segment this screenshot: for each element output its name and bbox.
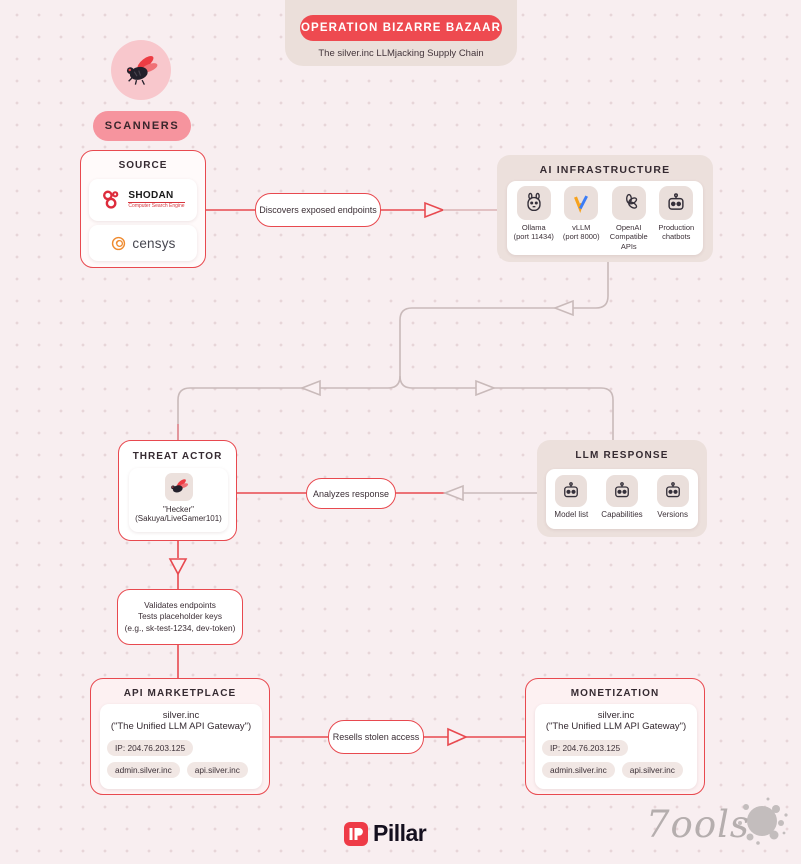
- infra-sublabel: (port 8000): [562, 232, 600, 242]
- infra-label: vLLM: [572, 223, 591, 232]
- vllm-tile: [564, 186, 598, 220]
- pillar-logo-icon: [344, 822, 368, 846]
- scanners-label: [93, 111, 191, 141]
- threat-actor-box: [118, 440, 237, 541]
- infra-sublabel: (port 11434): [513, 232, 554, 242]
- marketplace-domain: silver.inc: [162, 710, 200, 721]
- infra-label: OpenAI: [616, 223, 642, 232]
- robot-icon: [561, 481, 581, 501]
- robot-tile: [606, 475, 638, 507]
- monetization-ip-chip[interactable]: IP: 204.76.203.125: [542, 740, 628, 756]
- vllm-icon: [570, 192, 592, 214]
- fly-icon: [169, 477, 189, 497]
- monetization-title: MONETIZATION: [570, 688, 660, 699]
- operation-title-pill: [300, 15, 502, 41]
- infra-item-vllm[interactable]: [558, 186, 605, 255]
- ai-infrastructure-box: [497, 155, 713, 262]
- shodan-name: SHODAN: [128, 190, 174, 201]
- api-marketplace-box: [90, 678, 270, 795]
- infra-label: Production: [658, 223, 695, 232]
- threat-actor-name: "Hecker": [162, 505, 195, 514]
- censys-logo-icon: [110, 235, 127, 252]
- marketplace-subdomain-chip[interactable]: admin.silver.inc: [107, 762, 180, 778]
- fly-icon: [123, 52, 159, 88]
- openai-icon: [618, 192, 640, 214]
- source-title: SOURCE: [118, 160, 168, 171]
- marketplace-ip-chip[interactable]: IP: 204.76.203.125: [107, 740, 193, 756]
- ai-infrastructure-card: [507, 181, 703, 255]
- validation-line: Validates endpoints: [144, 599, 216, 610]
- chatbot-tile: [659, 186, 693, 220]
- llm-item-versions[interactable]: [649, 475, 697, 529]
- resells-text: Resells stolen access: [332, 732, 420, 742]
- robot-icon: [663, 481, 683, 501]
- analyzes-text: Analyzes response: [312, 488, 390, 499]
- llm-response-card: [546, 469, 698, 529]
- infra-label: Ollama: [521, 223, 546, 232]
- shodan-card[interactable]: [89, 179, 197, 221]
- threat-actor-title: THREAT ACTOR: [132, 451, 223, 462]
- ollama-icon: [523, 192, 545, 214]
- openai-tile: [612, 186, 646, 220]
- api-marketplace-card: [100, 704, 262, 789]
- monetization-box: [525, 678, 705, 795]
- llm-item-capabilities[interactable]: [598, 475, 646, 529]
- shodan-tagline: Computer Search Engine: [128, 203, 185, 209]
- ollama-tile: [517, 186, 551, 220]
- scanner-avatar: [111, 40, 171, 100]
- threat-actor-alias: (Sakuya/LiveGamer101): [135, 514, 222, 523]
- llm-item-label: Model list: [554, 510, 589, 519]
- source-box: [80, 150, 206, 268]
- monetization-gateway: ("The Unified LLM API Gateway"): [545, 721, 687, 732]
- robot-tile: [555, 475, 587, 507]
- monetization-subdomain-chip[interactable]: api.silver.inc: [622, 762, 683, 778]
- shodan-logo-icon: [101, 189, 123, 211]
- infra-item-openai[interactable]: [605, 186, 652, 255]
- censys-name: censys: [132, 235, 176, 251]
- marketplace-subdomain-chip[interactable]: api.silver.inc: [187, 762, 248, 778]
- ai-infrastructure-title: AI INFRASTRUCTURE: [539, 164, 671, 176]
- marketplace-gateway: ("The Unified LLM API Gateway"): [110, 721, 252, 732]
- watermark-text: 7ools: [646, 803, 750, 846]
- validation-box: [117, 589, 243, 645]
- tools-watermark: [638, 793, 798, 861]
- infra-item-chatbots[interactable]: [653, 186, 700, 255]
- pillar-logo: [344, 820, 426, 847]
- threat-actor-card[interactable]: [129, 468, 228, 532]
- monetization-card: [535, 704, 697, 789]
- llm-item-label: Versions: [657, 510, 688, 519]
- llm-item-model-list[interactable]: [547, 475, 595, 529]
- robot-icon: [612, 481, 632, 501]
- monetization-domain: silver.inc: [597, 710, 635, 721]
- infra-sublabel: chatbots: [662, 232, 691, 242]
- monetization-subdomain-chip[interactable]: admin.silver.inc: [542, 762, 615, 778]
- edge-label-resells: [328, 720, 424, 754]
- infra-sublabel: Compatible APIs: [609, 232, 648, 251]
- pillar-brand-name: Pillar: [373, 820, 427, 846]
- api-marketplace-title: API MARKETPLACE: [123, 688, 237, 699]
- scanners-label-text: SCANNERS: [104, 120, 180, 132]
- edge-label-analyzes: [306, 478, 396, 509]
- threat-actor-tile: [165, 473, 193, 501]
- llm-response-box: [537, 440, 707, 537]
- robot-tile: [657, 475, 689, 507]
- validation-line: (e.g., sk-test-1234, dev-token): [124, 622, 236, 633]
- chatbot-icon: [665, 192, 687, 214]
- llm-response-title: LLM RESPONSE: [575, 450, 669, 461]
- discovers-text: Discovers exposed endpoints: [259, 205, 377, 215]
- operation-title: OPERATION BIZARRE BAZAAR: [301, 22, 501, 34]
- header-banner: [285, 0, 517, 66]
- operation-subtitle: The silver.inc LLMjacking Supply Chain: [318, 48, 484, 59]
- censys-card[interactable]: [89, 225, 197, 261]
- edge-label-discovers: [255, 193, 381, 227]
- validation-line: Tests placeholder keys: [138, 611, 222, 622]
- infra-item-ollama[interactable]: [510, 186, 557, 255]
- llm-item-label: Capabilities: [601, 510, 643, 519]
